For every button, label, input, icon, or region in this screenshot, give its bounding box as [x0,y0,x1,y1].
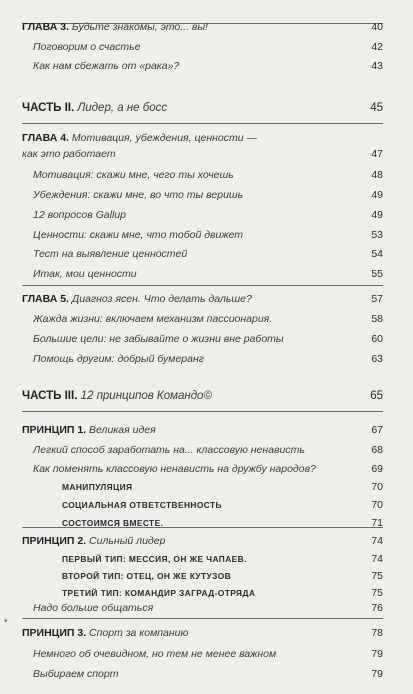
toc-entry-title: Большие цели: не забывайте о жизни вне работы [33,333,284,345]
page-number: 49 [371,209,383,221]
part-title: 12 принципов Командо© [80,390,212,402]
toc-entry-title: ВТОРОЙ ТИП: ОТЕЦ, ОН ЖЕ КУТУЗОВ [62,571,232,581]
toc-entry [0,665,413,683]
toc-entry [0,186,413,204]
toc-entry-title: СОСТОИМСЯ ВМЕСТЕ. [62,518,164,528]
principle-title: Сильный лидер [89,535,166,547]
chapter-label: ГЛАВА 5. [22,293,69,305]
page-number: 55 [371,268,383,280]
page-number: 54 [371,248,383,260]
page-number: 70 [371,499,383,511]
toc-entry-title: Легкий способ заработать на... классовую ненависть [33,444,305,456]
toc-entry-principle [0,532,413,550]
page-number: 48 [371,169,383,181]
toc-entry [0,330,413,348]
page-number: 43 [371,60,383,72]
toc-entry [0,166,413,184]
toc-entry-title: Мотивация: скажи мне, чего ты хочешь [33,169,234,181]
principle-label: ПРИНЦИП 2. [22,535,87,547]
toc-entry-chapter-cont [0,145,413,163]
section-rule [22,618,383,619]
chapter-title: Будьте знакомы, это... вы! [71,21,209,33]
toc-entry [0,310,413,328]
chapter-label: ГЛАВА 4. [22,132,69,144]
page-number: 45 [370,102,383,114]
toc-entry-title: Как поменять классовую ненависть на дружбу народов? [33,463,316,475]
toc-entry-title: Жажда жизни: включаем механизм пассионария. [33,313,273,325]
toc-entry-principle [0,421,413,439]
page-number: 49 [371,189,383,201]
page-number: 42 [371,41,383,53]
chapter-title: как это работает [22,148,116,160]
page-number: 71 [371,517,383,529]
chapter-title: Мотивация, убеждения, ценности — [71,132,257,144]
part-label: ЧАСТЬ III. [22,390,78,402]
toc-entry [0,57,413,75]
toc-entry-title: МАНИПУЛЯЦИЯ [62,482,133,492]
page-number: 79 [371,668,383,680]
chapter-title: Диагноз ясен. Что делать дальше? [71,293,252,305]
toc-entry [0,350,413,368]
toc-entry-part [0,387,413,405]
toc-entry-chapter [0,18,413,36]
toc-entry [0,645,413,663]
toc-entry [0,206,413,224]
page-number: 53 [371,229,383,241]
page-number: 57 [371,293,383,305]
section-rule [22,123,383,124]
toc-entry [0,265,413,283]
chapter-label: ГЛАВА 3. [22,21,69,33]
toc-entry-title: Немного об очевидном, но тем не менее важном [33,648,277,660]
page-number: 40 [371,21,383,33]
toc-entry-title: ТРЕТИЙ ТИП: КОМАНДИР ЗАГРАД-ОТРЯДА [62,588,256,598]
part-label: ЧАСТЬ II. [22,102,75,114]
page-number: 79 [371,648,383,660]
toc-entry [0,38,413,56]
page-number: 78 [371,627,383,639]
toc-entry-part [0,99,413,117]
toc-entry-subsection [0,550,413,568]
toc-entry [0,441,413,459]
toc-entry-title: Помощь другим: добрый бумеранг [33,353,204,365]
toc-entry-title: Убеждения: скажи мне, во что ты веришь [33,189,244,201]
toc-entry-title: Выбираем спорт [33,668,119,680]
toc-entry-title [22,18,208,36]
principle-title: Великая идея [89,424,156,436]
toc-entry-title: Надо больше общаться [33,602,154,614]
page-number: 74 [371,553,383,565]
toc-entry [0,599,413,617]
toc-entry-title: Поговорим о счастье [33,41,141,53]
section-rule [22,285,383,286]
page-number: 76 [371,602,383,614]
principle-label: ПРИНЦИП 1. [22,424,87,436]
toc-entry-subsection [0,496,413,514]
page-number: 58 [371,313,383,325]
page-number: 75 [371,570,383,582]
page-number: 60 [371,333,383,345]
toc-entry-title: ПЕРВЫЙ ТИП: МЕССИЯ, ОН ЖЕ ЧАПАЕВ. [62,554,247,564]
toc-entry-title: 12 вопросов Gallup [33,209,126,221]
principle-label: ПРИНЦИП 3. [22,627,87,639]
page-number: 65 [370,390,383,402]
page-number: 68 [371,444,383,456]
toc-entry-subsection [0,514,413,532]
part-title: Лидер, а не босс [77,102,168,114]
page-number: 74 [371,535,383,547]
page-number: 70 [371,481,383,493]
page-number: 47 [371,148,383,160]
toc-entry-title: Как нам сбежать от «рака»? [33,60,180,72]
principle-title: Спорт за компанию [89,627,189,639]
page-number: 63 [371,353,383,365]
toc-entry-chapter [0,290,413,308]
page-number: 69 [371,463,383,475]
toc-entry-principle [0,624,413,642]
toc-entry-subsection [0,478,413,496]
toc-entry-title: Итак, мои ценности [33,268,137,280]
page-number: 75 [371,587,383,599]
toc-entry-title: Тест на выявление ценностей [33,248,188,260]
toc-entry [0,226,413,244]
toc-entry-title: СОЦИАЛЬНАЯ ОТВЕТСТВЕННОСТЬ [62,500,222,510]
toc-entry [0,245,413,263]
toc-entry-subsection [0,567,413,585]
toc-entry [0,460,413,478]
section-rule [22,411,383,412]
toc-entry-title: Ценности: скажи мне, что тобой движет [33,229,244,241]
margin-mark: • [4,616,8,627]
page-number: 67 [371,424,383,436]
